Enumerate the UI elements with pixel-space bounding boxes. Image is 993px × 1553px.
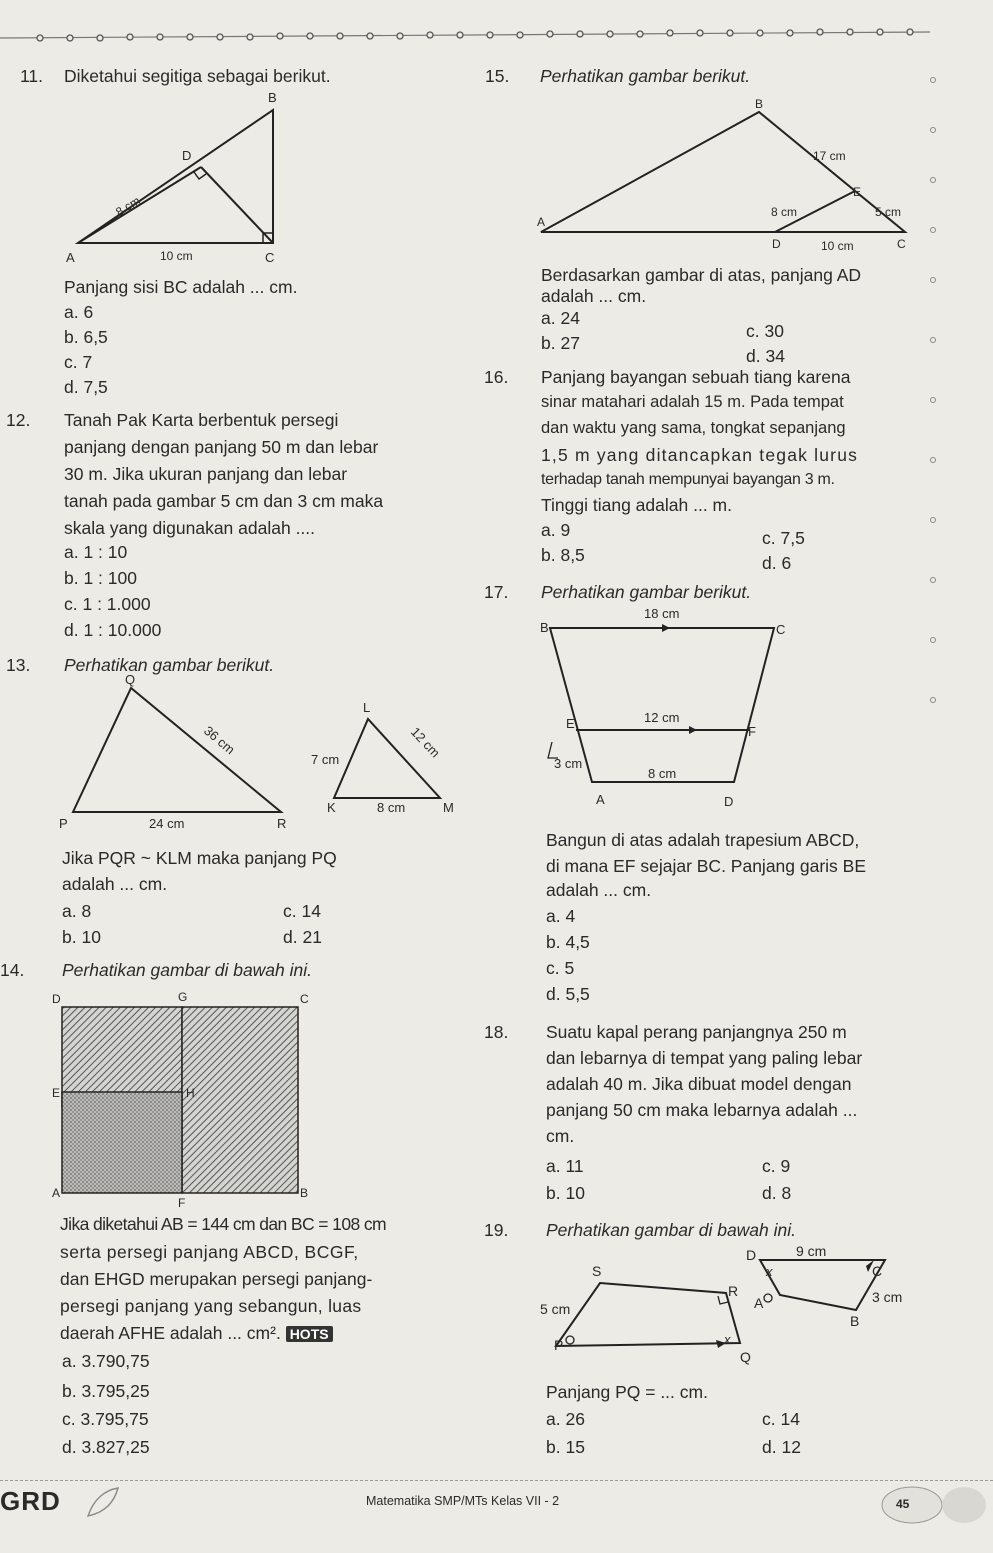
q14-last-line-text: daerah AFHE adalah ... cm². [60,1323,281,1343]
q17-bc-arrow-icon [662,624,670,632]
q11-label-AC: 10 cm [160,249,193,263]
q17-label-AD: 8 cm [648,766,677,781]
q17-figure [538,600,798,815]
q15-label-DC: 10 cm [821,239,854,253]
q19-label-x-bottom: x [724,1332,731,1347]
q13-text: Perhatikan gambar berikut. [64,655,275,675]
q13-question: Jika PQR ~ KLM maka panjang PQ [62,848,337,868]
q15-label-BC: 17 cm [813,149,846,163]
q18-line-2: dan lebarnya di tempat yang paling lebar [546,1048,863,1068]
q14-label-E: E [52,1086,61,1100]
q13-label-P: P [59,816,68,831]
footer-title: Matematika SMP/MTs Kelas VII - 2 [366,1494,560,1508]
q18-option-c: c. 9 [762,1156,791,1176]
q11-option-d: d. 7,5 [64,377,108,397]
q15-label-D: D [772,237,781,251]
q17-label-B: B [540,620,549,635]
q19-label-S: S [592,1263,602,1279]
q18-line-1: Suatu kapal perang panjangnya 250 m [546,1022,847,1042]
q19-figure [540,1240,920,1368]
q12-number: 12. [6,410,31,430]
q11-label-B: B [268,90,277,105]
q19-question: Panjang PQ = ... cm. [546,1382,708,1402]
q19-label-P: P [554,1337,564,1353]
binder-holes-right [925,60,945,780]
footer-divider [0,1480,993,1482]
q17-label-C: C [776,622,786,637]
page-number: 45 [896,1497,910,1511]
q19-label-Q: Q [740,1349,751,1365]
q11-option-b: b. 6,5 [64,327,108,347]
q15-text: Perhatikan gambar berikut. [540,66,751,86]
q14-label-D: D [52,992,61,1006]
q14-label-B: B [300,1186,309,1200]
q13-label-LM: 12 cm [407,724,444,761]
q16-option-b: b. 8,5 [541,545,585,565]
q15-option-a: a. 24 [541,308,580,328]
q19-label-R: R [728,1283,739,1299]
q14-label-C: C [300,992,309,1006]
q15-label-E: E [853,185,862,199]
q17-option-b: b. 4,5 [546,932,590,952]
q12-option-c: c. 1 : 1.000 [64,594,151,614]
q15-label-A: A [537,215,546,229]
q17-line-1: Bangun di atas adalah trapesium ABCD, [546,830,860,850]
q15-label-B: B [755,98,764,111]
q11-label-AD: 8 cm [113,193,143,220]
q18-option-d: d. 8 [762,1183,792,1203]
q17-text: Perhatikan gambar berikut. [541,582,752,602]
footer-brand: GRD [0,1486,61,1516]
q15-option-b: b. 27 [541,333,580,353]
q12-line-2: panjang dengan panjang 50 m dan lebar [64,437,379,457]
q13-number: 13. [6,655,31,675]
q17-option-a: a. 4 [546,906,576,926]
q13-label-KM: 8 cm [377,800,406,815]
q11-label-C: C [265,250,275,265]
q13-option-a: a. 8 [62,901,92,921]
q13-label-L: L [363,700,371,715]
q17-option-d: d. 5,5 [546,984,590,1004]
q14-text: Perhatikan gambar di bawah ini. [62,960,313,980]
q13-option-b: b. 10 [62,927,101,947]
q16-line-2: sinar matahari adalah 15 m. Pada tempat [541,393,844,411]
q15-option-d: d. 34 [746,346,785,366]
q13-label-K: K [327,800,336,815]
binder-holes [0,18,993,48]
q11-text: Diketahui segitiga sebagai berikut. [64,66,331,86]
q11-option-c: c. 7 [64,352,93,372]
q19-label-A: A [754,1295,764,1311]
q19-option-d: d. 12 [762,1437,801,1457]
q14-option-a: a. 3.790,75 [62,1351,150,1371]
q14-line-2: serta persegi panjang ABCD, BCGF, [60,1242,359,1262]
q14-option-c: c. 3.795,75 [62,1409,149,1429]
q18-line-3: adalah 40 m. Jika dibuat model dengan [546,1074,852,1094]
q15-question: Berdasarkan gambar di atas, panjang AD [541,265,862,285]
q17-line-2: di mana EF sejajar BC. Panjang garis BE [546,856,867,876]
q13-option-c: c. 14 [283,901,321,921]
q14-figure [50,985,310,1210]
hots-badge: HOTS [286,1326,333,1342]
q14-label-A: A [52,1186,61,1200]
q14-line-4: persegi panjang yang sebangun, luas [60,1296,362,1316]
q14-last-line [60,1323,333,1344]
q19-label-BC: 3 cm [872,1289,903,1305]
q14-label-F: F [178,1196,186,1210]
q17-line-3: adalah ... cm. [546,880,652,900]
q16-line-3: dan waktu yang sama, tongkat sepanjang [541,419,846,437]
q13-label-PR: 24 cm [149,816,185,831]
q13-label-QR: 36 cm [201,722,238,758]
q13-figure [55,672,465,837]
q18-number: 18. [484,1022,509,1042]
q14-line-1: Jika diketahui AB = 144 cm dan BC = 108 cm [60,1214,386,1234]
q17-option-c: c. 5 [546,958,575,978]
q16-option-a: a. 9 [541,520,571,540]
q14-line-3: dan EHGD merupakan persegi panjang- [60,1269,373,1289]
q15-figure [535,98,925,256]
q16-line-4: 1,5 m yang ditancapkan tegak lurus [541,445,859,465]
q17-label-F: F [748,724,756,739]
q11-number: 11. [20,66,44,86]
q12-option-b: b. 1 : 100 [64,568,137,588]
q17-label-A: A [596,792,605,807]
q15-option-c: c. 30 [746,321,784,341]
q12-line-4: tanah pada gambar 5 cm dan 3 cm maka [64,491,384,511]
q15-label-EC: 5 cm [875,205,902,219]
q19-label-x-top: x [766,1264,773,1279]
q19-option-b: b. 15 [546,1437,585,1457]
q16-number: 16. [484,367,509,387]
q19-label-B: B [850,1313,860,1329]
q15-question-2: adalah ... cm. [541,286,647,306]
q17-ef-arrow-icon [689,726,697,734]
q16-line-5: terhadap tanah mempunyai bayangan 3 m. [541,471,835,488]
q15-number: 15. [485,66,510,86]
q17-label-D: D [724,794,734,809]
q16-option-c: c. 7,5 [762,528,805,548]
q17-label-E: E [566,716,575,731]
q13-label-Q: Q [125,672,136,687]
q11-label-A: A [66,250,75,265]
q17-label-EF: 12 cm [644,710,680,725]
q13-label-M: M [443,800,454,815]
q19-number: 19. [484,1220,509,1240]
q18-line-5: cm. [546,1126,575,1146]
q19-label-DC: 9 cm [796,1243,827,1259]
q19-option-c: c. 14 [762,1409,800,1429]
q11-figure [60,86,290,266]
q16-line-1: Panjang bayangan sebuah tiang karena [541,367,851,387]
q13-label-R: R [277,816,287,831]
q19-label-PS: 5 cm [540,1301,571,1317]
q13-option-d: d. 21 [283,927,322,947]
q14-label-G: G [178,990,188,1004]
q17-label-BC: 18 cm [644,606,680,621]
q14-option-d: d. 3.827,25 [62,1437,150,1457]
q11-question: Panjang sisi BC adalah ... cm. [64,277,298,297]
q11-option-a: a. 6 [64,302,94,322]
q13-question-2: adalah ... cm. [62,874,168,894]
q13-label-KL: 7 cm [311,752,340,767]
q14-number: 14. [0,960,25,980]
q14-option-b: b. 3.795,25 [62,1381,150,1401]
q19-label-D: D [746,1247,757,1263]
q11-label-D: D [182,148,192,163]
q14-label-H: H [186,1086,195,1100]
q12-option-d: d. 1 : 10.000 [64,620,162,640]
q19-text: Perhatikan gambar di bawah ini. [546,1220,797,1240]
q17-number: 17. [484,582,509,602]
q12-line-5: skala yang digunakan adalah .... [64,518,316,538]
q18-option-b: b. 10 [546,1183,585,1203]
q15-label-C: C [897,237,906,251]
q17-label-BE: 3 cm [554,756,583,771]
q12-line-1: Tanah Pak Karta berbentuk persegi [64,410,339,430]
leaf-icon [84,1484,124,1520]
q12-option-a: a. 1 : 10 [64,542,128,562]
q16-option-d: d. 6 [762,553,792,573]
q15-label-DE: 8 cm [771,205,798,219]
q18-line-4: panjang 50 cm maka lebarnya adalah ... [546,1100,858,1120]
q19-option-a: a. 26 [546,1409,585,1429]
q12-line-3: 30 m. Jika ukuran panjang dan lebar [64,464,348,484]
q19-label-C: C [872,1263,883,1279]
q18-option-a: a. 11 [546,1156,584,1176]
q16-line-6: Tinggi tiang adalah ... m. [541,495,732,515]
